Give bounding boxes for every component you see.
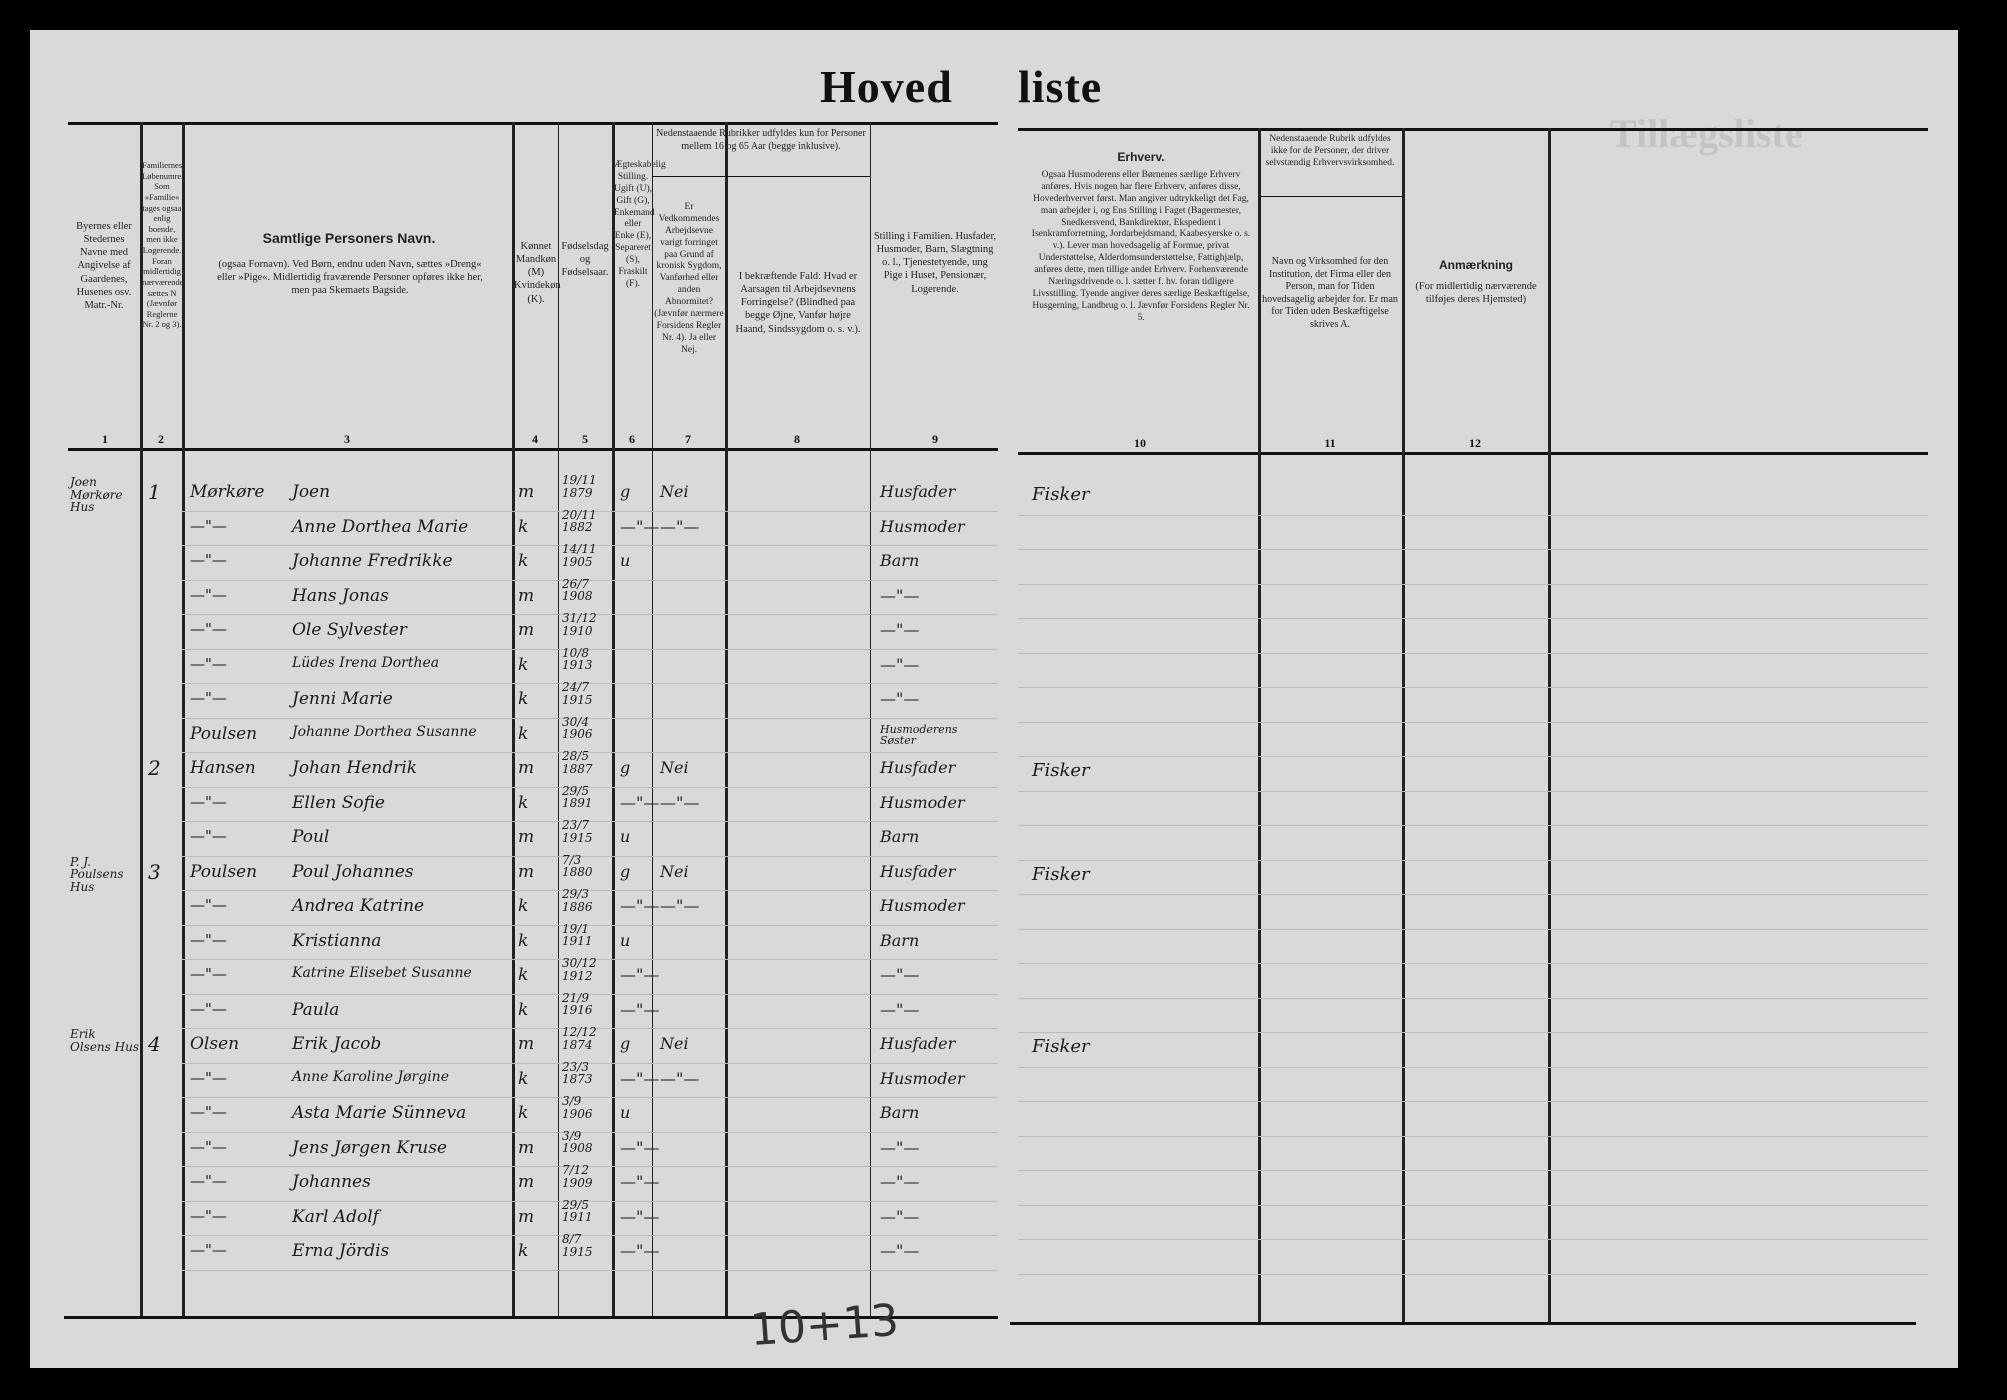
civil-status: g — [620, 758, 631, 777]
col3-title: Samtlige Personers Navn. — [262, 230, 436, 246]
surname: —"— — [190, 516, 227, 535]
col10-header: Ogsaa Husmoderens eller Børnenes særlige Erhverv anføres. Hvis nogen har flere Erhverv, anføres disse, Hovederhvervet først. Man angiver udtrykkeligt det Fag, man arbejder i, og Ens Stilling i Faget (Bagermester, Snedkersvend, Bankdirektør, Ekspedient i Isenkramforretning, Jordarbejdsmand, Kaabesyerske o. s. v.). Lever man hovedsagelig af Formue, privat Understøttelse, Alderdomsunderstøttelse, Fattighjælp, anføres dette, men tillige andet Erhverv. Forhenværende Næringsdrivende o. l. sætter f. hv. foran tidligere Livsstilling. Tyende angiver deres særlige Beskæftigelse, Husgerning, Landbrug o. l. Jævnfør Forsidens Regler Nr. 5. — [1031, 170, 1251, 323]
surname: —"— — [190, 999, 227, 1018]
birth-date: 28/5 1887 — [562, 749, 593, 776]
col78-header: Nedenstaaende Rubrikker udfyldes kun for Personer mellem 16 og 65 Aar (begge inklusive). — [656, 128, 866, 152]
disability: —"— — [660, 1068, 700, 1088]
given-names: Joen — [292, 482, 331, 502]
col9-header: Stilling i Familien. Husfader, Husmoder, Barn, Slægtning o. l., Tjenestetyende, ung Pige i Huset, Pensionær, Logerende. — [873, 231, 997, 295]
right-page — [1018, 30, 1958, 1368]
family-number: 3 — [148, 859, 161, 884]
col8-header: I bekræftende Fald: Hvad er Aarsagen til Arbejdsevnens Forringelse? (Blindhed paa begge Øjne, Vanfør højre Haand, Sindssygdom o. s. v.). — [735, 271, 861, 335]
given-names: Johanne Dorthea Susanne — [292, 723, 477, 740]
disability: Nei — [660, 861, 689, 881]
row-rule — [1018, 584, 1928, 585]
surname: —"— — [190, 1137, 227, 1156]
col-divider — [558, 122, 559, 1316]
col11-top: Nedenstaaende Rubrik udfyldes ikke for de Personer, der driver selvstændig Erhvervsvirksomhed. — [1265, 134, 1395, 168]
birth-date: 20/11 1882 — [562, 507, 597, 535]
birth-date: 30/4 1906 — [562, 714, 593, 742]
civil-status: g — [620, 1034, 631, 1053]
given-names: Johannes — [292, 1172, 371, 1192]
family-role: —"— — [880, 654, 920, 674]
given-names: Lüdes Irena Dorthea — [292, 654, 440, 671]
col-divider — [1258, 128, 1261, 1322]
sex: k — [518, 999, 529, 1020]
col-number: 3 — [344, 432, 350, 446]
surname: —"— — [190, 620, 227, 638]
col-number: 6 — [629, 432, 635, 446]
family-role: —"— — [880, 585, 920, 605]
sex: k — [518, 965, 529, 985]
col-number: 5 — [582, 432, 588, 446]
family-role: Husfader — [880, 861, 956, 881]
surname: Olsen — [190, 1034, 240, 1054]
header-top-rule — [68, 122, 998, 125]
given-names: Ellen Sofie — [292, 792, 385, 813]
family-role: Husmoder — [880, 792, 965, 812]
given-names: Andrea Katrine — [292, 896, 425, 916]
given-names: Johan Hendrik — [292, 758, 418, 778]
family-role: Husmoder — [880, 896, 965, 915]
civil-status: —"— — [620, 965, 660, 984]
surname: —"— — [190, 965, 227, 983]
col-number: 10 — [1134, 436, 1146, 450]
given-names: Hans Jonas — [292, 585, 389, 606]
col2-header: Familiernes Løbenumre. Som »Familie« tages ogsaa enlig boende, men ikke Logerende. Foran midlertidig nærværende sættes N (Jævnfør Reglerne Nr. 2 og 3). — [142, 160, 184, 330]
birth-date: 19/11 1879 — [562, 473, 597, 500]
header-top-rule — [1018, 128, 1928, 131]
family-number: 1 — [148, 480, 161, 504]
row-rule — [1018, 653, 1928, 654]
row-rule — [1018, 618, 1928, 619]
row-rule — [1018, 756, 1928, 757]
family-role: Husfader — [880, 1034, 956, 1053]
page-title-left: Hoved — [820, 61, 953, 112]
col10-title: Erhverv. — [1117, 150, 1165, 164]
surname: —"— — [190, 1241, 227, 1259]
row-rule — [1018, 722, 1928, 723]
civil-status: —"— — [620, 516, 660, 536]
place-name: Erik Olsens Hus — [70, 1027, 139, 1054]
subheader-rule — [1258, 196, 1402, 197]
given-names: Katrine Elisebet Susanne — [292, 965, 472, 981]
civil-status: —"— — [620, 999, 660, 1019]
col-number: 7 — [685, 432, 691, 446]
disability: Nei — [660, 482, 689, 501]
birth-date: 10/8 1913 — [562, 645, 593, 673]
sex: k — [518, 896, 529, 916]
birth-date: 29/3 1886 — [562, 887, 593, 914]
birth-date: 12/12 1874 — [562, 1025, 597, 1052]
given-names: Paula — [292, 999, 340, 1020]
civil-status: u — [620, 551, 631, 570]
col11-header: Navn og Virksomhed for den Institution, det Firma eller den Person, man for Tiden hovedsagelig arbejder for. Er man for Tiden uden Beskæftigelse skrives A. — [1262, 256, 1398, 330]
birth-date: 14/11 1905 — [562, 542, 597, 569]
birth-date: 29/5 1891 — [562, 783, 593, 811]
family-role: —"— — [880, 1206, 920, 1226]
given-names: Asta Marie Sünneva — [292, 1103, 467, 1123]
col-number: 2 — [158, 432, 164, 446]
col-divider — [1548, 128, 1551, 1322]
row-rule — [1018, 1239, 1928, 1240]
col-divider — [1402, 128, 1405, 1322]
col-divider — [725, 122, 728, 1316]
sex: m — [518, 1206, 535, 1227]
col7-header: Er Vedkommendes Arbejdsevne varigt forringet paa Grund af kronisk Sygdom, Vanførhed eller anden Abnormitet? (Jævnfør nærmere Forsidens Regler Nr. 4). Ja eller Nej. — [654, 202, 724, 355]
birth-date: 8/7 1915 — [562, 1232, 593, 1259]
row-rule — [1018, 1170, 1928, 1171]
col-number: 4 — [532, 432, 538, 446]
family-role: —"— — [880, 1137, 920, 1157]
family-role: Barn — [880, 551, 920, 570]
sex: k — [518, 1241, 529, 1261]
birth-date: 24/7 1915 — [562, 680, 593, 707]
family-role: —"— — [880, 1172, 920, 1191]
surname: —"— — [190, 1068, 227, 1087]
sex: m — [518, 1172, 535, 1192]
birth-date: 19/1 1911 — [562, 921, 593, 949]
surname: —"— — [190, 689, 227, 707]
surname: —"— — [190, 896, 227, 914]
left-page — [30, 30, 998, 1368]
disability: Nei — [660, 758, 689, 777]
family-role: Husmoder — [880, 1068, 965, 1088]
row-rule — [1018, 1274, 1928, 1275]
birth-date: 7/3 1880 — [562, 852, 593, 880]
row-rule — [1018, 963, 1928, 964]
given-names: Jenni Marie — [292, 689, 393, 709]
row-rule — [1018, 1067, 1928, 1068]
family-role: —"— — [880, 689, 920, 708]
page-count-stamp: 10+13 — [748, 1294, 901, 1357]
given-names: Erik Jacob — [292, 1034, 382, 1054]
col6-header: Ægteskabelig Stilling. Ugift (U), Gift (G), Enkemand eller Enke (E), Separeret (S), Fraskilt (F). — [614, 160, 666, 289]
col-divider — [612, 122, 615, 1316]
occupation: Fisker — [1032, 760, 1090, 781]
occupation: Fisker — [1032, 1036, 1090, 1057]
birth-date: 3/9 1908 — [562, 1128, 593, 1156]
birth-date: 31/12 1910 — [562, 611, 597, 638]
subheader-rule — [652, 176, 870, 177]
surname: Mørkøre — [190, 482, 265, 502]
family-number: 2 — [148, 756, 161, 780]
row-rule — [1018, 894, 1928, 895]
census-sheet — [30, 30, 1958, 1368]
surname: Poulsen — [190, 723, 258, 744]
surname: —"— — [190, 792, 227, 811]
birth-date: 21/9 1916 — [562, 990, 593, 1018]
family-role: Barn — [880, 1103, 920, 1122]
sex: m — [518, 1034, 535, 1054]
sex: m — [518, 861, 535, 882]
surname: —"— — [190, 930, 227, 949]
sex: k — [518, 723, 529, 744]
col4-header: Kønnet Mandkøn (M) Kvindekøn (K). — [514, 241, 561, 305]
birth-date: 29/5 1911 — [562, 1197, 593, 1225]
col-number: 12 — [1469, 436, 1481, 450]
occupation: Fisker — [1032, 484, 1090, 505]
given-names: Anne Karoline Jørgine — [292, 1068, 449, 1085]
birth-date: 3/9 1906 — [562, 1094, 593, 1121]
row-rule — [1018, 1136, 1928, 1137]
civil-status: u — [620, 827, 631, 846]
civil-status: g — [620, 861, 631, 881]
family-role: Husfader — [880, 482, 956, 501]
birth-date: 30/12 1912 — [562, 956, 597, 983]
birth-date: 7/12 1909 — [562, 1163, 593, 1190]
family-role: —"— — [880, 999, 920, 1019]
surname: —"— — [190, 1172, 227, 1190]
sex: k — [518, 516, 529, 537]
family-role: Husmoder — [880, 516, 965, 536]
col-number: 8 — [794, 432, 800, 446]
civil-status: —"— — [620, 1172, 660, 1191]
civil-status: —"— — [620, 896, 660, 915]
surname: —"— — [190, 1206, 227, 1225]
col-number: 9 — [932, 432, 938, 446]
table-bottom-rule — [1010, 1322, 1916, 1325]
sex: k — [518, 551, 529, 571]
row-rule — [1018, 929, 1928, 930]
civil-status: —"— — [620, 792, 660, 812]
col12-header: (For midlertidig nærværende tilføjes deres Hjemsted) — [1415, 281, 1537, 306]
place-name: P. J. Poulsens Hus — [70, 854, 124, 894]
sex: m — [518, 620, 535, 640]
given-names: Kristianna — [292, 930, 382, 951]
occupation: Fisker — [1032, 863, 1090, 885]
family-role: —"— — [880, 620, 920, 639]
family-number: 4 — [148, 1032, 161, 1056]
sex: k — [518, 689, 529, 709]
sex: k — [518, 1068, 529, 1089]
col12-title: Anmærkning — [1438, 258, 1513, 272]
civil-status: —"— — [620, 1206, 660, 1226]
sex: m — [518, 482, 535, 502]
disability: —"— — [660, 516, 700, 536]
family-role: Husfader — [880, 758, 956, 777]
col-number: 1 — [102, 432, 108, 446]
row-rule — [1018, 998, 1928, 999]
page-title-right: liste — [1018, 61, 1103, 112]
civil-status: —"— — [620, 1137, 660, 1157]
surname: —"— — [190, 654, 227, 673]
civil-status: —"— — [620, 1241, 660, 1260]
row-rule — [1018, 549, 1928, 550]
given-names: Jens Jørgen Kruse — [292, 1137, 447, 1158]
row-rule — [1018, 687, 1928, 688]
surname: —"— — [190, 585, 227, 604]
sex: k — [518, 1103, 529, 1123]
family-role: —"— — [880, 965, 920, 984]
sex: m — [518, 758, 535, 778]
surname: —"— — [190, 1103, 227, 1121]
row-rule — [1018, 860, 1928, 861]
header-bottom-rule — [1018, 452, 1928, 455]
row-rule — [1018, 1101, 1928, 1102]
given-names: Erna Jördis — [292, 1241, 390, 1261]
sex: k — [518, 930, 529, 951]
civil-status: u — [620, 1103, 631, 1122]
row-rule — [1018, 825, 1928, 826]
birth-date: 23/3 1873 — [562, 1059, 593, 1087]
col-divider — [182, 122, 185, 1316]
given-names: Johanne Fredrikke — [292, 551, 453, 571]
col3-sub: (ogsaa Fornavn). Ved Børn, endnu uden Navn, sættes »Dreng« eller »Pige«. Midlertidig fraværende Personer opføres ikke her, men paa Skemaets Bagside. — [217, 259, 483, 297]
surname: —"— — [190, 551, 227, 569]
col5-header: Fødselsdag og Fødselsaar. — [561, 241, 609, 279]
sex: m — [518, 585, 535, 606]
birth-date: 23/7 1915 — [562, 818, 593, 845]
col-divider — [870, 122, 871, 1316]
birth-date: 26/7 1908 — [562, 576, 593, 604]
civil-status: —"— — [620, 1068, 660, 1088]
given-names: Poul Johannes — [292, 861, 414, 882]
family-role: Husmoderens Søster — [880, 722, 958, 748]
row-rule — [1018, 1205, 1928, 1206]
row-rule — [1018, 515, 1928, 516]
sex: m — [518, 827, 535, 847]
family-role: Barn — [880, 827, 920, 846]
surname: Hansen — [190, 758, 256, 778]
place-name: Joen Mørkøre Hus — [70, 475, 123, 515]
row-rule — [1018, 791, 1928, 792]
disability: —"— — [660, 896, 700, 915]
col1-header: Byernes eller Stedernes Navne med Angivelse af Gaardenes, Husenes osv. Matr.-Nr. — [76, 221, 132, 311]
given-names: Poul — [292, 827, 330, 847]
row-rule — [182, 1270, 998, 1271]
sex: k — [518, 654, 529, 675]
sex: k — [518, 792, 529, 813]
row-rule — [1018, 1032, 1928, 1033]
surname: —"— — [190, 827, 227, 845]
ghost-title: Tillægsliste — [1610, 111, 1803, 156]
header-bottom-rule — [68, 448, 998, 451]
disability: —"— — [660, 792, 700, 812]
given-names: Anne Dorthea Marie — [292, 516, 469, 537]
family-role: —"— — [880, 1241, 920, 1260]
given-names: Ole Sylvester — [292, 620, 407, 640]
disability: Nei — [660, 1034, 689, 1053]
sex: m — [518, 1137, 535, 1158]
civil-status: u — [620, 930, 631, 950]
civil-status: g — [620, 482, 631, 501]
given-names: Karl Adolf — [292, 1206, 379, 1227]
surname: Poulsen — [190, 861, 258, 882]
family-role: Barn — [880, 930, 920, 950]
col-number: 11 — [1324, 436, 1336, 450]
